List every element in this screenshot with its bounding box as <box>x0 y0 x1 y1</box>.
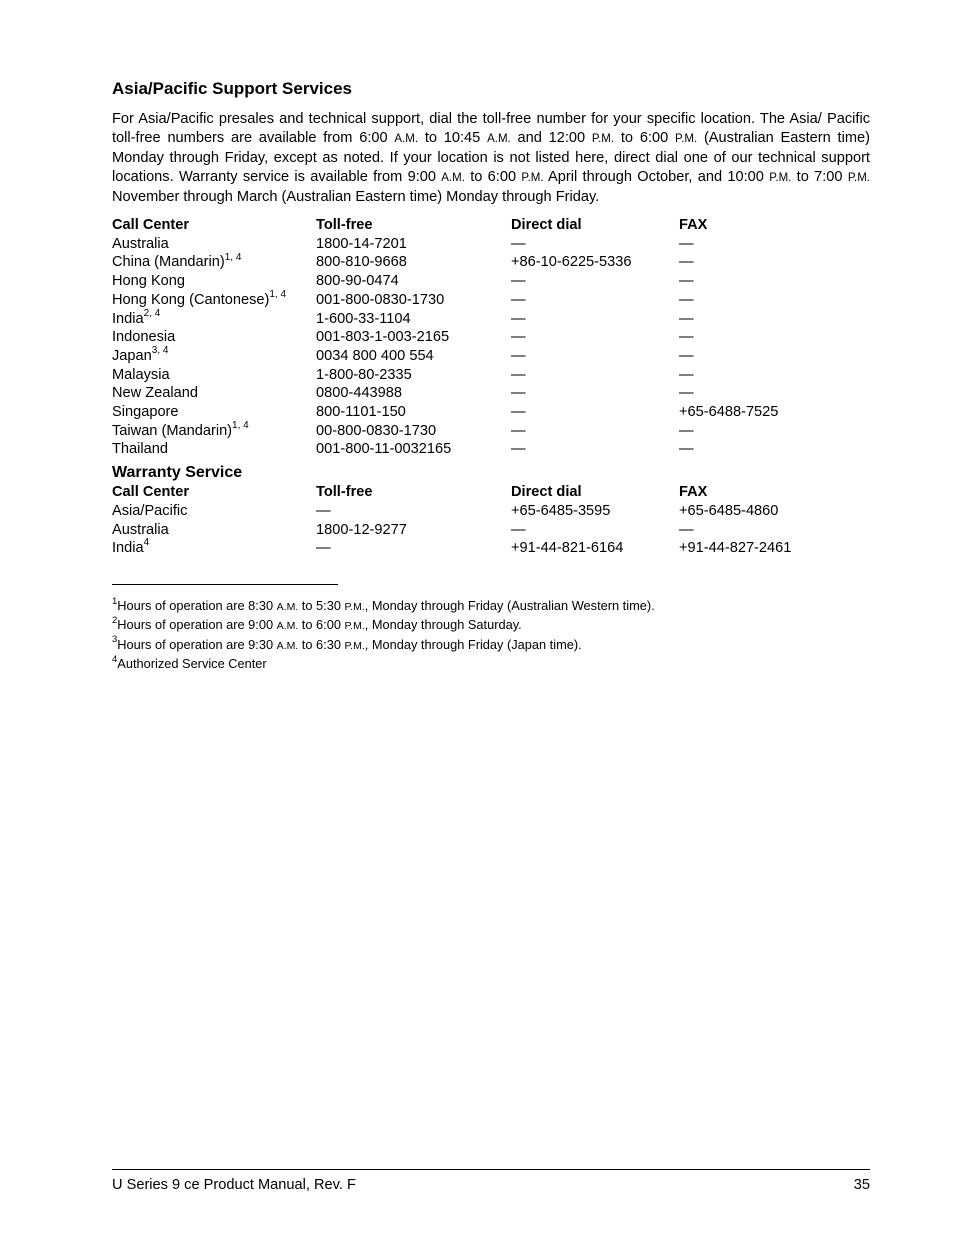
direct-dial-cell: +65-6485-3595 <box>511 502 611 519</box>
time-pm: P.M. <box>847 172 871 184</box>
call-center-name: China (Mandarin) <box>112 254 225 271</box>
fax-cell: — <box>679 329 694 346</box>
intro-paragraph <box>112 110 870 207</box>
call-center-cell <box>112 253 316 272</box>
time-pm: P.M. <box>591 133 615 145</box>
time-am: A.M. <box>276 600 299 613</box>
footnote-ref: 1, 4 <box>232 419 249 431</box>
call-center-name: Singapore <box>112 404 179 421</box>
table-row <box>112 422 870 441</box>
direct-dial-cell: — <box>511 273 526 290</box>
footnote-text: to 6:30 <box>298 636 345 652</box>
direct-dial-cell: — <box>511 422 526 439</box>
warranty-table-header <box>112 483 870 502</box>
call-center-name: Australia <box>112 235 169 252</box>
footnote-ref: 1, 4 <box>224 251 242 263</box>
direct-dial-cell: +86-10-6225-5336 <box>511 254 632 271</box>
call-center-name: Malaysia <box>112 366 170 383</box>
footnote-text: to 6:00 <box>298 617 345 633</box>
footnote-number: 2 <box>112 614 118 626</box>
footnote-number: 4 <box>112 653 118 665</box>
call-center-cell <box>112 235 316 254</box>
table-row <box>112 328 870 347</box>
warranty-table-body <box>112 502 870 558</box>
fax-cell: — <box>679 291 694 308</box>
col-header-fax: FAX <box>679 217 708 233</box>
footnote-ref: 3, 4 <box>151 345 169 357</box>
table-row <box>112 521 870 540</box>
call-center-cell <box>112 366 316 385</box>
page-footer <box>112 1169 870 1193</box>
footnote <box>112 616 870 635</box>
direct-dial-cell: — <box>511 366 526 383</box>
direct-dial-cell: — <box>511 291 526 308</box>
call-center-cell <box>112 288 316 310</box>
warranty-table <box>112 483 870 558</box>
footer-title: U Series 9 ce Product Manual, Rev. F <box>112 1177 356 1193</box>
footnote-ref: 1, 4 <box>269 288 287 300</box>
footnote-text: , Monday through Friday (Japan time). <box>364 636 582 652</box>
time-am: A.M. <box>276 620 299 633</box>
intro-text: and 12:00 <box>510 130 592 146</box>
footnote <box>112 636 870 655</box>
footnote-ref: 4 <box>143 537 150 549</box>
col-header-call-center: Call Center <box>112 217 190 233</box>
call-center-cell <box>112 328 316 347</box>
fax-cell: — <box>679 254 694 271</box>
fax-cell: — <box>679 366 694 383</box>
support-table-header <box>112 216 870 235</box>
direct-dial-cell: — <box>511 521 526 538</box>
table-row <box>112 502 870 521</box>
direct-dial-cell: — <box>511 404 526 421</box>
footnotes <box>112 597 870 672</box>
page-heading: Asia/Pacific Support Services <box>112 79 352 98</box>
table-row <box>112 366 870 385</box>
toll-free-cell: 800-90-0474 <box>316 273 399 290</box>
toll-free-cell: 001-803-1-003-2165 <box>316 329 450 346</box>
direct-dial-cell: — <box>511 441 526 458</box>
footnote-text: to 5:30 <box>298 597 345 613</box>
col-header-fax: FAX <box>679 484 708 501</box>
toll-free-cell: 800-1101-150 <box>316 404 406 421</box>
toll-free-cell: 800-810-9668 <box>316 254 407 271</box>
call-center-name: Indonesia <box>112 329 176 346</box>
footnote-text: Hours of operation are 9:00 <box>117 617 277 633</box>
call-center-name: Hong Kong <box>112 273 186 290</box>
time-pm: P.M. <box>521 172 544 184</box>
intro-text: April through October, and 10:00 <box>543 169 770 185</box>
toll-free-cell: 1-600-33-1104 <box>316 310 411 327</box>
fax-cell: — <box>679 347 694 364</box>
fax-cell: — <box>679 385 694 402</box>
table-row <box>112 347 870 366</box>
time-am: A.M. <box>441 172 465 184</box>
intro-text: to 6:00 <box>464 169 522 185</box>
toll-free-cell: 0800-443988 <box>316 385 403 402</box>
direct-dial-cell: +91-44-821-6164 <box>511 540 624 557</box>
time-pm: P.M. <box>675 133 698 145</box>
page-content <box>112 78 870 672</box>
footnote-number: 1 <box>112 595 118 607</box>
toll-free-cell: 1800-12-9277 <box>316 521 407 538</box>
time-pm: P.M. <box>769 172 792 184</box>
fax-cell: — <box>679 441 694 458</box>
fax-cell: — <box>679 521 694 538</box>
time-am: A.M. <box>487 133 511 145</box>
call-center-cell <box>112 403 316 422</box>
call-center-name: Taiwan (Mandarin) <box>112 422 233 439</box>
call-center-name: Asia/Pacific <box>112 502 188 519</box>
intro-text: November through March (Australian Eastern time) Monday through Friday. <box>112 189 600 205</box>
time-pm: P.M. <box>344 600 365 613</box>
fax-cell: +65-6488-7525 <box>679 404 779 421</box>
table-row <box>112 440 870 459</box>
intro-text: to 7:00 <box>791 169 848 185</box>
call-center-cell <box>112 502 316 521</box>
page-number: 35 <box>853 1177 870 1193</box>
fax-cell: — <box>679 273 694 290</box>
footnote-text: Hours of operation are 8:30 <box>117 597 277 613</box>
intro-text: to 10:45 <box>418 130 488 146</box>
fax-cell: — <box>679 235 694 252</box>
call-center-cell <box>112 419 316 441</box>
footnote <box>112 655 870 672</box>
toll-free-cell: 001-800-11-0032165 <box>316 441 452 458</box>
toll-free-cell: — <box>316 502 331 519</box>
call-center-cell <box>112 539 316 558</box>
footnote-text: , Monday through Friday (Australian Western time). <box>364 597 655 613</box>
col-header-call-center: Call Center <box>112 484 190 501</box>
call-center-name: Hong Kong (Cantonese) <box>112 291 270 308</box>
time-am: A.M. <box>276 639 299 652</box>
direct-dial-cell: — <box>511 235 526 252</box>
direct-dial-cell: — <box>511 329 526 346</box>
time-pm: P.M. <box>344 639 365 652</box>
call-center-name: New Zealand <box>112 385 198 402</box>
toll-free-cell: 001-800-0830-1730 <box>316 291 445 308</box>
call-center-cell <box>112 440 316 459</box>
call-center-cell <box>112 307 316 329</box>
table-row <box>112 310 870 329</box>
fax-cell: +65-6485-4860 <box>679 502 779 519</box>
table-row <box>112 235 870 254</box>
col-header-toll-free: Toll-free <box>316 217 373 233</box>
col-header-direct-dial: Direct dial <box>511 484 582 501</box>
table-row <box>112 403 870 422</box>
footnote-text: Authorized Service Center <box>117 655 267 671</box>
toll-free-cell: — <box>316 540 331 557</box>
footnote-divider <box>112 584 338 585</box>
call-center-cell <box>112 347 316 366</box>
toll-free-cell: 1-800-80-2335 <box>316 366 412 383</box>
intro-text: (Australian Eastern time) Monday through Friday, except as noted. If your location is not listed here, direct dial one of our technical support locations. Warranty service is available from 9:00 <box>112 130 870 185</box>
footnote-number: 3 <box>112 634 118 646</box>
direct-dial-cell: — <box>511 310 526 327</box>
call-center-name: Japan <box>112 347 152 364</box>
call-center-cell <box>112 521 316 540</box>
call-center-name: India <box>112 540 144 557</box>
call-center-name: India <box>112 310 144 327</box>
intro-text: to 6:00 <box>614 130 675 146</box>
fax-cell: — <box>679 310 694 327</box>
toll-free-cell: 00-800-0830-1730 <box>316 422 437 439</box>
table-row <box>112 539 870 558</box>
table-row <box>112 253 870 272</box>
direct-dial-cell: — <box>511 347 526 364</box>
col-header-direct-dial: Direct dial <box>511 217 582 233</box>
table-row <box>112 291 870 310</box>
direct-dial-cell: — <box>511 385 526 402</box>
table-row <box>112 384 870 403</box>
support-table-body <box>112 235 870 459</box>
footnote-text: , Monday through Saturday. <box>364 617 522 633</box>
call-center-cell <box>112 384 316 403</box>
intro-text: For Asia/Pacific presales and technical support, dial the toll-free number for your specific location. The Asia/ Pacific toll-free numbers are available from 6:00 <box>112 111 870 146</box>
table-row <box>112 272 870 291</box>
footnote-text: Hours of operation are 9:30 <box>117 636 277 652</box>
call-center-name: Thailand <box>112 441 168 458</box>
time-pm: P.M. <box>344 620 365 633</box>
fax-cell: +91-44-827-2461 <box>679 540 792 557</box>
toll-free-cell: 0034 800 400 554 <box>316 347 434 364</box>
col-header-toll-free: Toll-free <box>316 484 373 501</box>
fax-cell: — <box>679 422 694 439</box>
footnote <box>112 597 870 616</box>
footnote-ref: 2, 4 <box>143 307 161 319</box>
warranty-heading: Warranty Service <box>112 464 243 482</box>
toll-free-cell: 1800-14-7201 <box>316 235 407 252</box>
call-center-cell <box>112 272 316 291</box>
support-table <box>112 216 870 459</box>
time-am: A.M. <box>394 133 419 145</box>
call-center-name: Australia <box>112 521 169 538</box>
